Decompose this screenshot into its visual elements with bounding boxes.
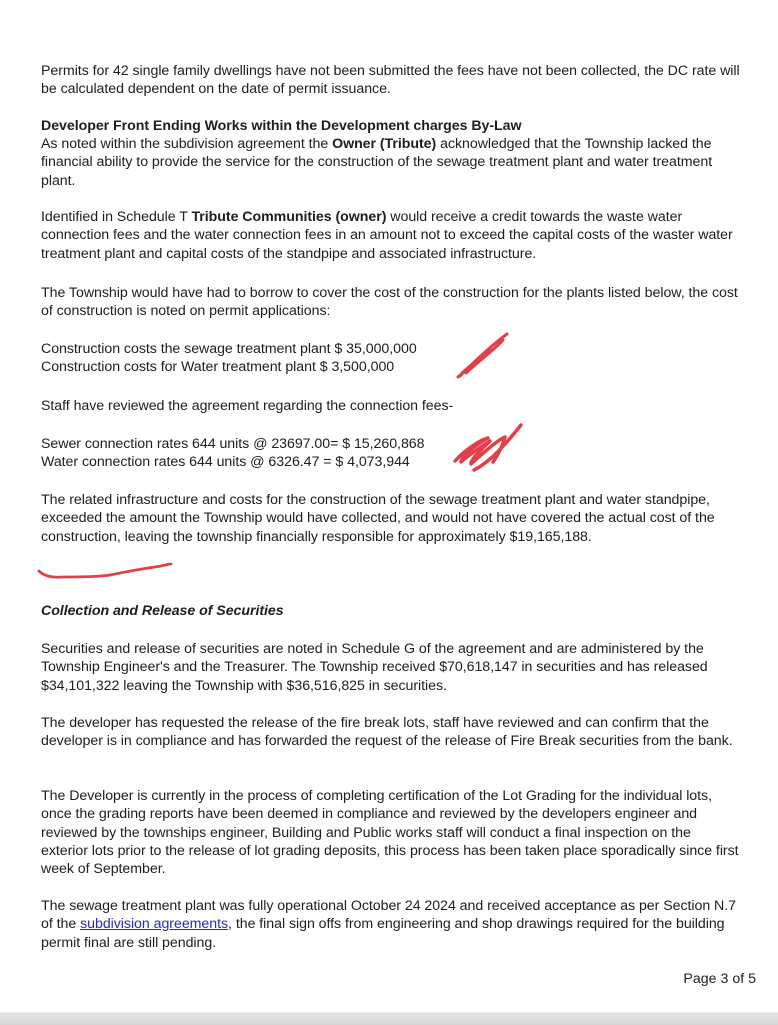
tribute-communities-bold: Tribute Communities (owner) <box>191 209 387 225</box>
sewage-plant-text-pre: The sewage treatment plant was fully operational October 24 2024 and received acceptance as per Section N.7 of the <box>41 898 736 933</box>
construction-cost-water: Construction costs for Water treatment plant $ 3,500,000 <box>41 359 395 375</box>
owner-tribute-bold: Owner (Tribute) <box>332 136 437 152</box>
sewage-plant-paragraph <box>41 897 741 952</box>
borrow-paragraph: The Township would have had to borrow to cover the cost of the construction for the plants listed below, the cost of construction is noted on permit applications: <box>41 285 738 320</box>
front-ending-heading: Developer Front Ending Works within the Development charges By-Law <box>41 118 522 134</box>
front-ending-text-post: acknowledged that the Township lacked the financial ability to provide the service for the construction of the sewage treatment plant and water treatment plant. <box>41 136 713 189</box>
staff-reviewed-paragraph: Staff have reviewed the agreement regarding the connection fees- <box>41 398 454 414</box>
water-connection-rates: Water connection rates 644 units @ 6326.47 = $ 4,073,944 <box>41 454 410 470</box>
sewer-connection-rates: Sewer connection rates 644 units @ 23697.00= $ 15,260,868 <box>41 436 425 452</box>
fire-break-paragraph: The developer has requested the release of the fire break lots, staff have reviewed and can confirm that the developer is in compliance and has forwarded the request of the release of Fire Break securities from the bank. <box>41 715 733 750</box>
schedule-t-text-pre: Identified in Schedule T <box>41 209 192 225</box>
page-number: Page 3 of 5 <box>683 971 756 987</box>
viewer-bottom-bar <box>0 1012 778 1025</box>
securities-heading: Collection and Release of Securities <box>41 603 284 619</box>
schedule-t-text-post: would receive a credit towards the waste water connection fees and the water connection fees in an amount not to exceed the capital costs of the waster water treatment plant and capital costs of the standpipe and associated infrastructure. <box>41 209 733 262</box>
construction-cost-sewage: Construction costs the sewage treatment plant $ 35,000,000 <box>41 341 417 357</box>
front-ending-text-pre: As noted within the subdivision agreement the <box>41 136 333 152</box>
front-ending-paragraph <box>41 135 741 190</box>
subdivision-agreements-link[interactable]: subdivision agreements <box>80 916 229 933</box>
lot-grading-paragraph: The Developer is currently in the process of completing certification of the Lot Grading for the individual lots, once the grading reports have been deemed in compliance and reviewed by the developers engineer and reviewed by the townships engineer, Building and Public works staff will conduct a final inspection on the exterior lots prior to the release of lot grading deposits, this process has been taken place sporadically since first week of September. <box>41 788 739 878</box>
sewage-plant-text-post: , the final sign offs from engineering and shop drawings required for the building permit final are still pending. <box>41 916 725 951</box>
permits-paragraph: Permits for 42 single family dwellings have not been submitted the fees have not been collected, the DC rate will be calculated dependent on the date of permit issuance. <box>41 63 740 98</box>
related-infrastructure-paragraph: The related infrastructure and costs for the construction of the sewage treatment plant and water standpipe, exceeded the amount the Township would have collected, and would not have covered the actual cost of the construction, leaving the township financially responsible for approximately $19,165,188. <box>41 492 715 545</box>
securities-paragraph: Securities and release of securities are noted in Schedule G of the agreement and are administered by the Township Engineer's and the Treasurer. The Township received $70,618,147 in securities and has released $34,101,322 leaving the Township with $36,516,825 in securities. <box>41 641 708 694</box>
schedule-t-paragraph <box>41 208 741 263</box>
